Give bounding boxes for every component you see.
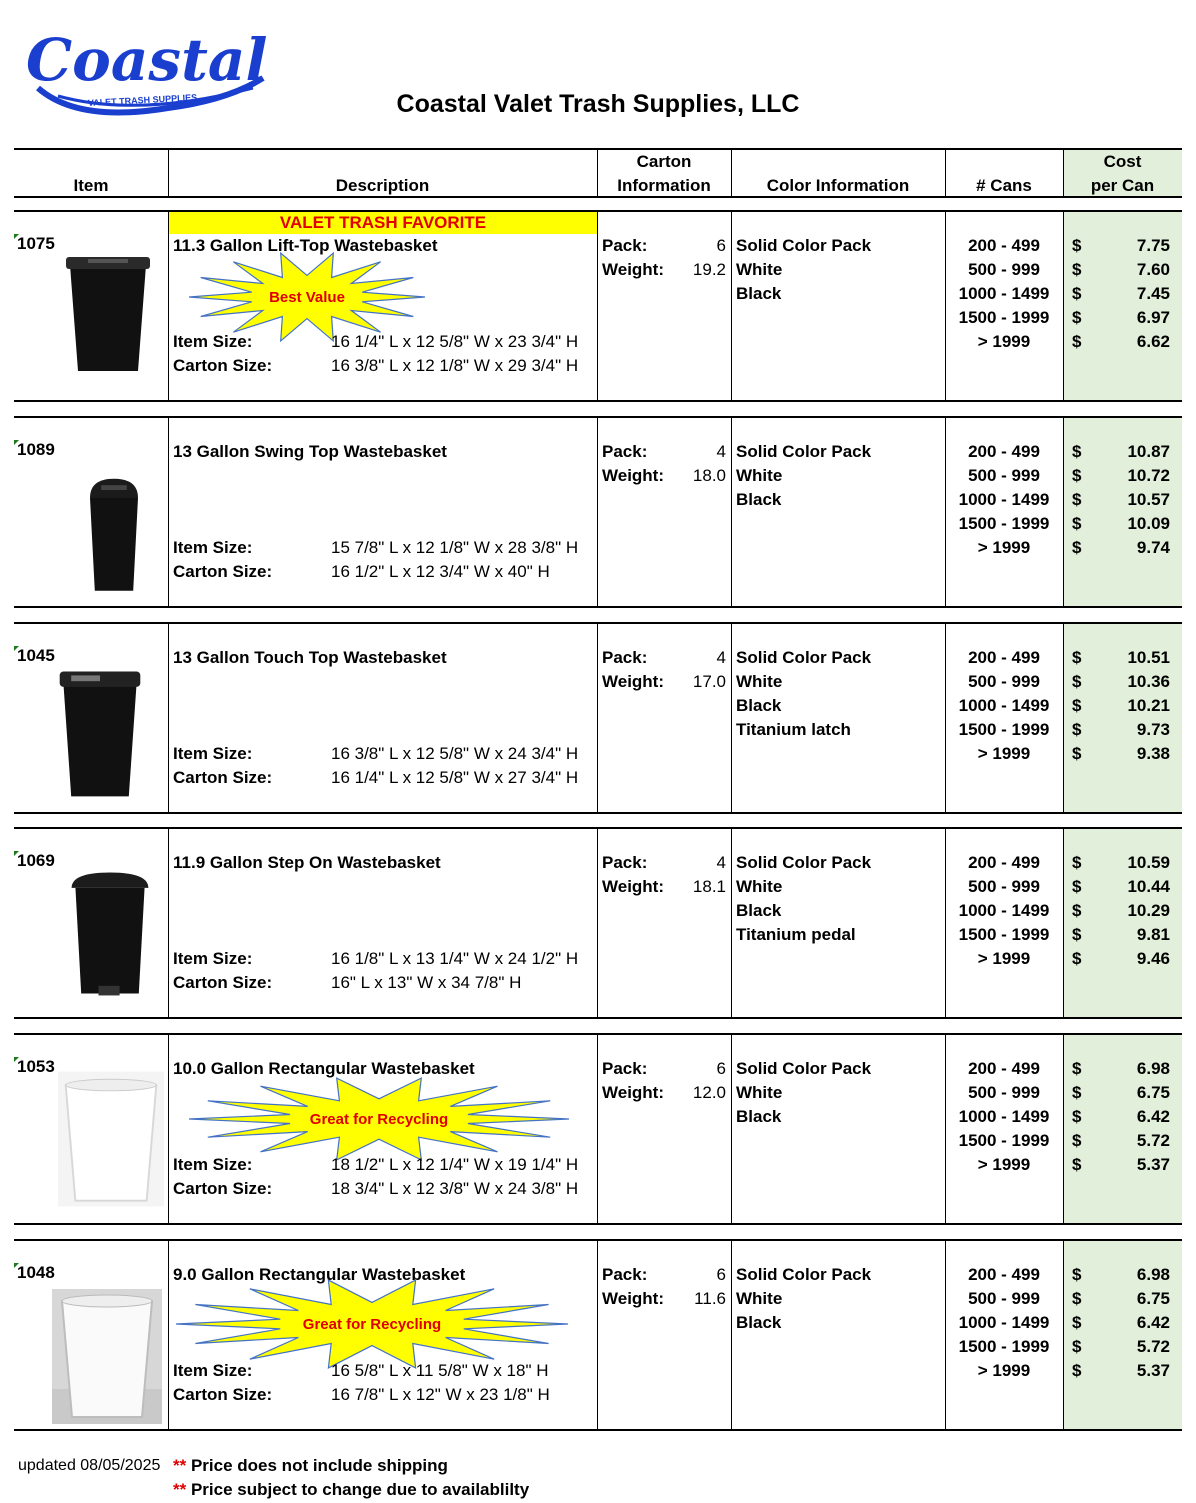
column-divider bbox=[1063, 624, 1064, 812]
pack-label: Pack: bbox=[602, 236, 648, 255]
dollar-sign: $ bbox=[1072, 1083, 1082, 1102]
header-cans: # Cans bbox=[976, 176, 1032, 195]
product-description: 13 Gallon Swing Top Wastebasket bbox=[173, 442, 447, 461]
price-per-can: 10.87 bbox=[1127, 442, 1170, 461]
company-title: Coastal Valet Trash Supplies, LLC bbox=[396, 90, 800, 118]
column-divider bbox=[597, 212, 598, 400]
pack-label: Pack: bbox=[602, 442, 648, 461]
column-divider bbox=[731, 624, 732, 812]
dollar-sign: $ bbox=[1072, 236, 1082, 255]
price-per-can: 5.72 bbox=[1136, 1131, 1170, 1150]
updated-date: updated 08/05/2025 bbox=[18, 1457, 161, 1474]
color-option: White bbox=[736, 466, 783, 485]
column-divider bbox=[1063, 1241, 1064, 1429]
product-row-1089 bbox=[14, 416, 1182, 608]
item-size-label: Item Size: bbox=[173, 949, 253, 968]
color-option: Black bbox=[736, 1313, 782, 1332]
item-number: 1053 bbox=[17, 1057, 55, 1076]
pack-label: Pack: bbox=[602, 1265, 648, 1284]
badge-text: Great for Recycling bbox=[309, 1111, 449, 1128]
pack-value: 6 bbox=[716, 1265, 726, 1284]
dollar-sign: $ bbox=[1072, 514, 1082, 533]
footer-stars-2: ** bbox=[173, 1480, 187, 1499]
color-option: White bbox=[736, 1289, 783, 1308]
price-per-can: 5.37 bbox=[1136, 1361, 1170, 1380]
price-per-can: 10.72 bbox=[1127, 466, 1170, 485]
carton-size-value: 16 1/2" L x 12 3/4" W x 40" H bbox=[331, 562, 550, 581]
footer-note-2-text: Price subject to change due to availablilty bbox=[190, 1480, 530, 1499]
header-carton-1: Carton bbox=[636, 152, 692, 171]
header-description: Description bbox=[335, 176, 430, 195]
quantity-tier: > 1999 bbox=[977, 538, 1031, 557]
column-divider bbox=[1063, 212, 1064, 400]
quantity-tier: 1000 - 1499 bbox=[958, 490, 1050, 509]
footer-note-1-text: Price does not include shipping bbox=[190, 1456, 448, 1475]
column-divider bbox=[168, 829, 169, 1017]
column-divider bbox=[1063, 1035, 1064, 1223]
footer-note-2 bbox=[173, 1480, 529, 1500]
item-size-label: Item Size: bbox=[173, 538, 253, 557]
pack-value: 4 bbox=[716, 853, 726, 872]
badge-text: Great for Recycling bbox=[302, 1316, 442, 1333]
price-per-can: 10.09 bbox=[1127, 514, 1170, 533]
item-size-value: 16 1/8" L x 13 1/4" W x 24 1/2" H bbox=[331, 949, 579, 968]
logo-word: Coastal bbox=[26, 26, 268, 94]
column-divider bbox=[168, 624, 169, 812]
product-description: 13 Gallon Touch Top Wastebasket bbox=[173, 648, 447, 667]
product-image-icon bbox=[58, 252, 158, 379]
color-option: Black bbox=[736, 284, 782, 303]
column-divider bbox=[731, 1035, 732, 1223]
item-size-label: Item Size: bbox=[173, 1155, 253, 1174]
dollar-sign: $ bbox=[1072, 1289, 1082, 1308]
column-divider bbox=[597, 1035, 598, 1223]
price-per-can: 6.62 bbox=[1136, 332, 1170, 351]
pack-label: Pack: bbox=[602, 648, 648, 667]
price-per-can: 6.98 bbox=[1136, 1265, 1170, 1284]
column-divider bbox=[731, 212, 732, 400]
dollar-sign: $ bbox=[1072, 308, 1082, 327]
weight-value: 12.0 bbox=[692, 1083, 726, 1102]
color-option: White bbox=[736, 260, 783, 279]
header-item: Item bbox=[73, 176, 109, 195]
price-per-can: 5.37 bbox=[1136, 1155, 1170, 1174]
dollar-sign: $ bbox=[1072, 672, 1082, 691]
color-option: Solid Color Pack bbox=[736, 236, 872, 255]
price-per-can: 6.75 bbox=[1136, 1083, 1170, 1102]
price-per-can: 6.98 bbox=[1136, 1059, 1170, 1078]
price-per-can: 6.42 bbox=[1136, 1313, 1170, 1332]
weight-label: Weight: bbox=[602, 877, 665, 896]
price-per-can: 10.29 bbox=[1127, 901, 1170, 920]
carton-size-label: Carton Size: bbox=[173, 356, 273, 375]
pack-label: Pack: bbox=[602, 853, 648, 872]
item-number: 1089 bbox=[17, 440, 55, 459]
quantity-tier: 500 - 999 bbox=[968, 466, 1040, 485]
column-divider bbox=[168, 212, 169, 400]
product-row-1075 bbox=[14, 210, 1182, 402]
dollar-sign: $ bbox=[1072, 877, 1082, 896]
quantity-tier: 500 - 999 bbox=[968, 260, 1040, 279]
price-per-can: 10.51 bbox=[1127, 648, 1170, 667]
item-size-label: Item Size: bbox=[173, 1361, 253, 1380]
quantity-tier: 500 - 999 bbox=[968, 672, 1040, 691]
dollar-sign: $ bbox=[1072, 1313, 1082, 1332]
quantity-tier: > 1999 bbox=[977, 744, 1031, 763]
dollar-sign: $ bbox=[1072, 744, 1082, 763]
pack-value: 6 bbox=[716, 1059, 726, 1078]
product-description: 11.3 Gallon Lift-Top Wastebasket bbox=[173, 236, 438, 255]
quantity-tier: 1500 - 1999 bbox=[958, 1337, 1050, 1356]
badge-burst-icon bbox=[189, 1077, 569, 1161]
color-option: Solid Color Pack bbox=[736, 1265, 872, 1284]
price-per-can: 6.42 bbox=[1136, 1107, 1170, 1126]
quantity-tier: 1000 - 1499 bbox=[958, 696, 1050, 715]
price-per-can: 7.60 bbox=[1136, 260, 1170, 279]
weight-label: Weight: bbox=[602, 466, 665, 485]
carton-size-label: Carton Size: bbox=[173, 562, 273, 581]
product-description: 9.0 Gallon Rectangular Wastebasket bbox=[173, 1265, 466, 1284]
dollar-sign: $ bbox=[1072, 538, 1082, 557]
price-per-can: 10.21 bbox=[1127, 696, 1170, 715]
item-size-label: Item Size: bbox=[173, 332, 253, 351]
weight-value: 19.2 bbox=[692, 260, 726, 279]
column-divider bbox=[597, 1241, 598, 1429]
price-per-can: 9.38 bbox=[1136, 744, 1170, 763]
color-option: Black bbox=[736, 696, 782, 715]
item-size-value: 16 5/8" L x 11 5/8" W x 18" H bbox=[331, 1361, 549, 1380]
quantity-tier: 500 - 999 bbox=[968, 1289, 1040, 1308]
product-row-1045 bbox=[14, 622, 1182, 814]
dollar-sign: $ bbox=[1072, 466, 1082, 485]
header-color: Color Information bbox=[766, 176, 910, 195]
item-size-value: 18 1/2" L x 12 1/4" W x 19 1/4" H bbox=[331, 1155, 579, 1174]
product-image-icon bbox=[52, 1289, 162, 1429]
dollar-sign: $ bbox=[1072, 925, 1082, 944]
carton-size-value: 16" L x 13" W x 34 7/8" H bbox=[331, 973, 522, 992]
badge-burst-icon bbox=[176, 1279, 568, 1369]
price-per-can: 9.81 bbox=[1136, 925, 1170, 944]
product-image-icon bbox=[52, 664, 148, 807]
color-option: Titanium latch bbox=[736, 720, 851, 739]
color-option: Black bbox=[736, 901, 782, 920]
column-divider bbox=[168, 1035, 169, 1223]
item-size-value: 16 3/8" L x 12 5/8" W x 24 3/4" H bbox=[331, 744, 579, 763]
pack-value: 6 bbox=[716, 236, 726, 255]
color-option: Solid Color Pack bbox=[736, 853, 872, 872]
product-image-icon bbox=[62, 865, 158, 1008]
favorite-banner: VALET TRASH FAVORITE bbox=[169, 212, 597, 234]
product-image-icon bbox=[58, 1069, 164, 1214]
price-per-can: 6.75 bbox=[1136, 1289, 1170, 1308]
dollar-sign: $ bbox=[1072, 648, 1082, 667]
quantity-tier: 200 - 499 bbox=[968, 1265, 1040, 1284]
carton-size-value: 18 3/4" L x 12 3/8" W x 24 3/8" H bbox=[331, 1179, 579, 1198]
price-per-can: 10.36 bbox=[1127, 672, 1170, 691]
carton-size-label: Carton Size: bbox=[173, 768, 273, 787]
column-divider bbox=[1063, 829, 1064, 1017]
quantity-tier: > 1999 bbox=[977, 949, 1031, 968]
color-option: White bbox=[736, 1083, 783, 1102]
carton-size-value: 16 1/4" L x 12 5/8" W x 27 3/4" H bbox=[331, 768, 579, 787]
price-per-can: 7.75 bbox=[1136, 236, 1170, 255]
carton-size-value: 16 3/8" L x 12 1/8" W x 29 3/4" H bbox=[331, 356, 579, 375]
dollar-sign: $ bbox=[1072, 949, 1082, 968]
dollar-sign: $ bbox=[1072, 442, 1082, 461]
column-divider bbox=[597, 418, 598, 606]
product-image-icon bbox=[74, 460, 154, 613]
weight-value: 18.0 bbox=[692, 466, 726, 485]
color-option: Black bbox=[736, 1107, 782, 1126]
weight-value: 17.0 bbox=[692, 672, 726, 691]
quantity-tier: 1500 - 1999 bbox=[958, 308, 1050, 327]
dollar-sign: $ bbox=[1072, 1361, 1082, 1380]
quantity-tier: 200 - 499 bbox=[968, 648, 1040, 667]
quantity-tier: 1000 - 1499 bbox=[958, 901, 1050, 920]
color-option: Black bbox=[736, 490, 782, 509]
quantity-tier: 200 - 499 bbox=[968, 1059, 1040, 1078]
color-option: Titanium pedal bbox=[736, 925, 856, 944]
quantity-tier: 1500 - 1999 bbox=[958, 720, 1050, 739]
quantity-tier: > 1999 bbox=[977, 1155, 1031, 1174]
item-size-value: 16 1/4" L x 12 5/8" W x 23 3/4" H bbox=[331, 332, 579, 351]
dollar-sign: $ bbox=[1072, 1337, 1082, 1356]
price-per-can: 10.44 bbox=[1127, 877, 1170, 896]
header-cost-2: per Can bbox=[1090, 176, 1155, 195]
item-size-value: 15 7/8" L x 12 1/8" W x 28 3/8" H bbox=[331, 538, 579, 557]
quantity-tier: 1000 - 1499 bbox=[958, 1107, 1050, 1126]
color-option: Solid Color Pack bbox=[736, 648, 872, 667]
price-per-can: 10.59 bbox=[1127, 853, 1170, 872]
weight-value: 18.1 bbox=[692, 877, 726, 896]
pack-label: Pack: bbox=[602, 1059, 648, 1078]
pack-value: 4 bbox=[716, 648, 726, 667]
quantity-tier: 1500 - 1999 bbox=[958, 514, 1050, 533]
quantity-tier: 500 - 999 bbox=[968, 877, 1040, 896]
weight-label: Weight: bbox=[602, 672, 665, 691]
dollar-sign: $ bbox=[1072, 1265, 1082, 1284]
weight-label: Weight: bbox=[602, 1289, 665, 1308]
footer-note-1 bbox=[173, 1456, 448, 1476]
column-divider bbox=[731, 418, 732, 606]
item-number: 1069 bbox=[17, 851, 55, 870]
weight-label: Weight: bbox=[602, 1083, 665, 1102]
quantity-tier: > 1999 bbox=[977, 1361, 1031, 1380]
carton-size-label: Carton Size: bbox=[173, 973, 273, 992]
dollar-sign: $ bbox=[1072, 696, 1082, 715]
dollar-sign: $ bbox=[1072, 1155, 1082, 1174]
quantity-tier: 1500 - 1999 bbox=[958, 925, 1050, 944]
header-cost-1: Cost bbox=[1103, 152, 1142, 171]
quantity-tier: 500 - 999 bbox=[968, 1083, 1040, 1102]
carton-size-label: Carton Size: bbox=[173, 1385, 273, 1404]
dollar-sign: $ bbox=[1072, 901, 1082, 920]
price-per-can: 9.74 bbox=[1136, 538, 1170, 557]
dollar-sign: $ bbox=[1072, 1107, 1082, 1126]
price-per-can: 10.57 bbox=[1127, 490, 1170, 509]
pack-value: 4 bbox=[716, 442, 726, 461]
footer-stars-1: ** bbox=[173, 1456, 187, 1475]
color-option: Solid Color Pack bbox=[736, 442, 872, 461]
price-per-can: 6.97 bbox=[1136, 308, 1170, 327]
item-number: 1045 bbox=[17, 646, 55, 665]
product-row-1053 bbox=[14, 1033, 1182, 1225]
dollar-sign: $ bbox=[1072, 1059, 1082, 1078]
item-size-label: Item Size: bbox=[173, 744, 253, 763]
quantity-tier: 200 - 499 bbox=[968, 236, 1040, 255]
color-option: White bbox=[736, 877, 783, 896]
table-header bbox=[14, 148, 1182, 198]
column-divider bbox=[731, 829, 732, 1017]
product-description: 11.9 Gallon Step On Wastebasket bbox=[173, 853, 441, 872]
item-number: 1075 bbox=[17, 234, 55, 253]
column-divider bbox=[168, 418, 169, 606]
column-divider bbox=[1063, 418, 1064, 606]
color-option: White bbox=[736, 672, 783, 691]
price-per-can: 5.72 bbox=[1136, 1337, 1170, 1356]
quantity-tier: 1000 - 1499 bbox=[958, 1313, 1050, 1332]
logo-tagline: VALET TRASH SUPPLIES bbox=[87, 92, 198, 108]
column-divider bbox=[168, 1241, 169, 1429]
quantity-tier: 1000 - 1499 bbox=[958, 284, 1050, 303]
dollar-sign: $ bbox=[1072, 284, 1082, 303]
quantity-tier: > 1999 bbox=[977, 332, 1031, 351]
column-divider bbox=[597, 624, 598, 812]
price-per-can: 7.45 bbox=[1136, 284, 1170, 303]
price-per-can: 9.73 bbox=[1136, 720, 1170, 739]
quantity-tier: 200 - 499 bbox=[968, 442, 1040, 461]
carton-size-label: Carton Size: bbox=[173, 1179, 273, 1198]
product-row-1048 bbox=[14, 1239, 1182, 1431]
dollar-sign: $ bbox=[1072, 332, 1082, 351]
price-per-can: 9.46 bbox=[1136, 949, 1170, 968]
product-description: 10.0 Gallon Rectangular Wastebasket bbox=[173, 1059, 475, 1078]
badge-burst-icon bbox=[189, 252, 425, 342]
column-divider bbox=[597, 829, 598, 1017]
weight-label: Weight: bbox=[602, 260, 665, 279]
weight-value: 11.6 bbox=[694, 1289, 726, 1308]
quantity-tier: 200 - 499 bbox=[968, 853, 1040, 872]
dollar-sign: $ bbox=[1072, 1131, 1082, 1150]
column-divider bbox=[731, 1241, 732, 1429]
badge-text: Best Value bbox=[269, 289, 345, 306]
dollar-sign: $ bbox=[1072, 853, 1082, 872]
color-option: Solid Color Pack bbox=[736, 1059, 872, 1078]
header-carton-2: Information bbox=[617, 176, 711, 195]
product-row-1069 bbox=[14, 827, 1182, 1019]
dollar-sign: $ bbox=[1072, 720, 1082, 739]
dollar-sign: $ bbox=[1072, 260, 1082, 279]
item-number: 1048 bbox=[17, 1263, 55, 1282]
quantity-tier: 1500 - 1999 bbox=[958, 1131, 1050, 1150]
dollar-sign: $ bbox=[1072, 490, 1082, 509]
carton-size-value: 16 7/8" L x 12" W x 23 1/8" H bbox=[331, 1385, 550, 1404]
